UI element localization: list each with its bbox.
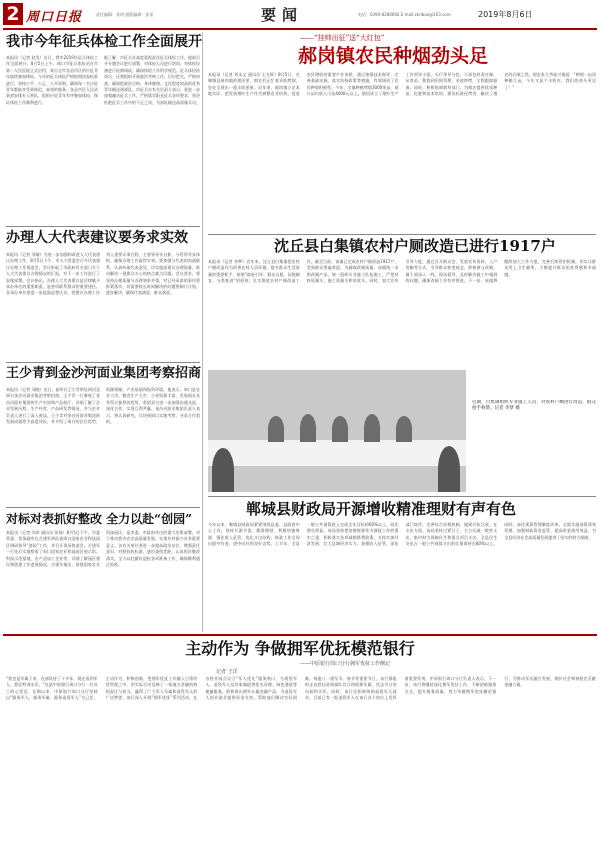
article-title-conscription: 我市今年征兵体检工作全面展开 <box>6 34 202 50</box>
article-divider <box>6 226 200 227</box>
article-body-conscription: 本报讯（记者 赵昊）近日，我市2019年征兵体检工作全面展开。8月5日上午，周口市征兵体检站在市第一人民医院正式启用，来自全市各县市区的应征青年陆续参加体检。今年的征兵体检严格按照国家标准进行，坚持公平、公正、公开原则，确保每一名应征青年都能享受到规范、高效的服务。各县市区人民武装部安排专人带队，组织应征青年有序参加体检，保证体检工作顺利进行。 <box>6 55 98 105</box>
photo-caption: 近期，白集镇组织专业施工人员，对农村户厕进行改造，群众拍手称赞。记者 李梦 摄 <box>472 400 596 412</box>
feature-title-bank: 主动作为 争做拥军优抚模范银行 <box>185 639 415 658</box>
meeting-photo <box>208 370 466 492</box>
article-divider <box>208 496 596 497</box>
feature-body-bank: “我也是军属子弟，在部队待了十多年，现在看到军人，我还特别亲切。”这是中原银行周口分行一位员工的心里话。长期以来，中原银行周口分行坚持以“服务军人、服务军属、服务退役军人”为己任，主动作为，积极创新，把拥军优抚工作融入日常经营管理之中，用实际行动诠释了一家地方金融机构的责任与担当，赢得了广大军人军属和退役军人的广泛赞誉。该行深入开展“拥军优抚”系列活动，在各营业网点设立“军人优先”服务窗口，为现役军人、退役军人及其家属提供优先办理、绿色通道等便捷服务。积极推出拥军专属金融产品，为退役军人创业就业提供资金支持，帮助他们解决实际困难。每逢八一建军节、春节等重要节日，该行都组织走访慰问驻周部队官兵和困难军属，送去节日的问候和关怀。同时，该行还积极吸纳退役军人就业，目前已有一批退役军人在该行各个岗位上发挥着重要作用。中原银行周口分行负责人表示，下一步，该行将继续深化拥军优抚工作，不断创新服务方式，提升服务质量，努力争做拥军优抚模范银行，为推动军民融合发展、维护社会和谐稳定贡献金融力量。 <box>6 676 596 701</box>
editor-info: 责任编辑：张明 组版编辑：张雷 <box>96 12 154 17</box>
article-body-rectification: 本报讯（记者 刘翠 通讯员 张扬）8月5日下午，市委常委、常务副市长吉建军带队到周口国家农业科技园区调研督导“创园”工作，并召开现场推进会。吉建军一行先后实地察看了周口国家农业科技园区展示馆、科技示范基地、农产品加工企业等，详细了解园区建设和创建工作进展情况。吉建军指出，创建国家农业科技园区，是市委、市政府作出的重大决策部署，对于推动我市农业高质量发展、实现乡村振兴具有重要意义。各有关单位要进一步提高政治站位，增强责任意识，对照验收标准，逐项查找差距，认真抓好整改落实，全力以赴做好迎检各项准备工作，确保顺利通过验收。 <box>6 530 200 568</box>
article-body-tobacco: 本报讯（记者 刘永文 通讯员 王光辉）8月5日，在郸城县郝岗镇的烟田里，烟农们正忙着采收烤烟，处处呈现出一派丰收景象。近年来，郝岗镇立足本地实际，把发展烟叶生产作为调整农业结构、促进农民增收的重要产业来抓，通过加强技术指导、完善基础设施、落实扶持政策等措施，有效调动了农民种烟积极性。今年，全镇种植烤烟3000余亩，预计亩均收入可达4000元以上。镇里成立了烟叶生产工作领导小组，实行领导分包、干部包村责任制，从育苗、移栽到田间管理、采收烘烤，全程跟踪服务。同时，积极协调烟草部门，为烟农提供优质种苗、化肥和技术培训，建设标准化烤房，解决了烟农的后顾之忧。烟农张大爷高兴地说：“种烟一亩顶种粮几亩，今年又是个丰收年，我们的劲头更足了！” <box>208 72 596 97</box>
issue-date: 2019年8月6日 <box>478 10 533 19</box>
article-divider <box>6 362 200 363</box>
article-body-investment: 本报讯（记者 刘晓）近日，副市长王少青带队到河北邢台金沙河面业集团考察招商。王少青一行参观了金沙河面业集团的生产车间和产品展厅，详细了解了企业发展历程、生产经营、产品研发等情况，并与企业负责人进行了深入座谈。王少青对金沙河面业集团的发展成就给予高度评价，并介绍了周口的区位优势、资源禀赋、产业基础和投资环境。他表示，周口是农业大市、粮食生产大市，小麦资源丰富，发展面业具有得天独厚的优势。希望双方进一步加强沟通交流，深化合作，实现互利共赢。金沙河面业集团负责人表示，将认真研究，尽快到周口实地考察，寻求合作契机。 <box>6 387 200 425</box>
article-title-tobacco: 郝岗镇农民种烟劲头足 <box>297 45 488 67</box>
article-title-toilet-renovation: 沈丘县白集镇农村户厕改造已进行1917户 <box>274 237 556 255</box>
page-number: 2 <box>3 3 23 25</box>
header-rule <box>3 28 597 30</box>
feature-subtitle-bank: ——中原银行周口分行拥军优抚工作侧记 <box>300 661 391 667</box>
section-title: 要闻 <box>260 6 303 24</box>
article-body-npc-suggestions: 本报讯（记者 刘瑞）为进一步加强和改进人大代表建议办理工作，8月5日下午，市人大常委会召开代表建议办理工作推进会。会议听取了市政府有关部门关于人大代表建议办理情况的汇报，对下一步工作进行了安排部署。会议指出，办理人大代表建议是法律赋予承办单位的重要职责，是密切联系群众的重要途径。各承办单位要进一步提高思想认识，把建议办理工作列入重要议事日程，主要领导亲自抓，分管领导具体抓，确保办理工作取得实效。要加强与代表的沟通联系，认真听取代表意见，切实提高建议办理质量，推动解决一批群众关心的热点难点问题。会议要求，要坚持办理质量与办理效果并重，对已经承诺的事项要抓紧落实，对需要较长时间解决的问题要制订计划，逐步解决，确保代表满意、群众满意。 <box>6 252 200 296</box>
article-title-finance-bureau: 郸城县财政局开源增收精准理财有声有色 <box>246 500 517 518</box>
article-kicker-tobacco: ——“挂帅出征”送“大红包” <box>300 34 385 42</box>
article-body-toilet-renovation: 本报讯（记者 李梦）近年来，沈丘县白集镇把农村户厕改造作为改善农村人居环境、提升群众生活质量的重要抓手，按照“政府引导、群众自愿、因地制宜、分类推进”的原则，扎实推进农村户厕改造工作。截至目前，该镇已完成农村户厕改造1917户，受到群众普遍欢迎。为确保改厕质量，该镇统一采购改厕产品，统一组织专业施工队伍施工，严把材料质量关、施工质量关和验收关。同时，加大宣传引导力度，通过召开群众会、发放宣传资料、入户讲解等方式，引导群众转变观念，积极参与改厕。镇干部深入一线，现场督导，及时解决施工中遇到的问题，确保改厕工作有序推进。下一步，该镇将继续加大工作力度，完善后续管护机制，切实让群众用上卫生厕所，不断提升群众的获得感和幸福感。 <box>208 259 596 284</box>
feature-rule <box>3 634 597 636</box>
article-body-finance-bureau: 今年以来，郸城县财政局紧紧围绕县委、县政府中心工作，坚持开源节流、精准理财，积极培植财源，强化收入征管，优化支出结构，财政工作呈现出稳中有进、进中向好的良好态势。上半年，全县一般公共预算收入完成全年目标的60%以上，同比增长明显。该局坚持把培植财源作为财政工作的重中之重，积极落实各项减税降费政策，支持实体经济发展，壮大县域经济实力。加强收入征管，深化部门协作，完善综合治税机制，做到应收尽收。在支出方面，该局坚持过紧日子，大力压减一般性支出，集中财力保障民生和重点项目支出，全县民生支出占一般公共预算支出的比重保持在80%以上。同时，深化预算管理制度改革，全面实施预算绩效管理，加强财政资金监管，提高资金使用效益，为全县经济社会高质量发展提供了坚实的财力保障。 <box>208 522 596 547</box>
masthead-logo: 周口日报 <box>26 10 83 25</box>
contact-info: 电话：0394-8288660 E-mail:zkribao@163.com <box>358 12 451 17</box>
feature-byline: 记者 王洋 <box>216 669 238 675</box>
article-title-npc-suggestions: 办理人大代表建议要务求实效 <box>6 230 188 246</box>
article-body-conscription-cont: 据了解，市征兵办高度重视此次征兵体检工作，提前召开专题会议进行部署，对体检人员进行培训，对体检设备进行检修调试，确保体检工作科学规范。征兵体检结束后，还将组织开展政治考核工作，层层把关，严格审查，确保把政治合格、身体健康、文化程度较高的优秀青年输送到部队。市征兵办有关负责人表示，要进一步加强廉洁征兵工作，严格落实阳光征兵各项要求，坚决杜绝征兵工作中的不正之风，为部队输送高质量兵员。 <box>104 55 200 105</box>
column-divider <box>202 32 203 632</box>
article-title-rectification: 对标对表抓好整改 全力以赴“创园” <box>6 512 192 526</box>
article-divider <box>6 507 200 508</box>
article-title-investment: 王少青到金沙河面业集团考察招商 <box>6 366 202 381</box>
article-divider <box>208 234 596 235</box>
